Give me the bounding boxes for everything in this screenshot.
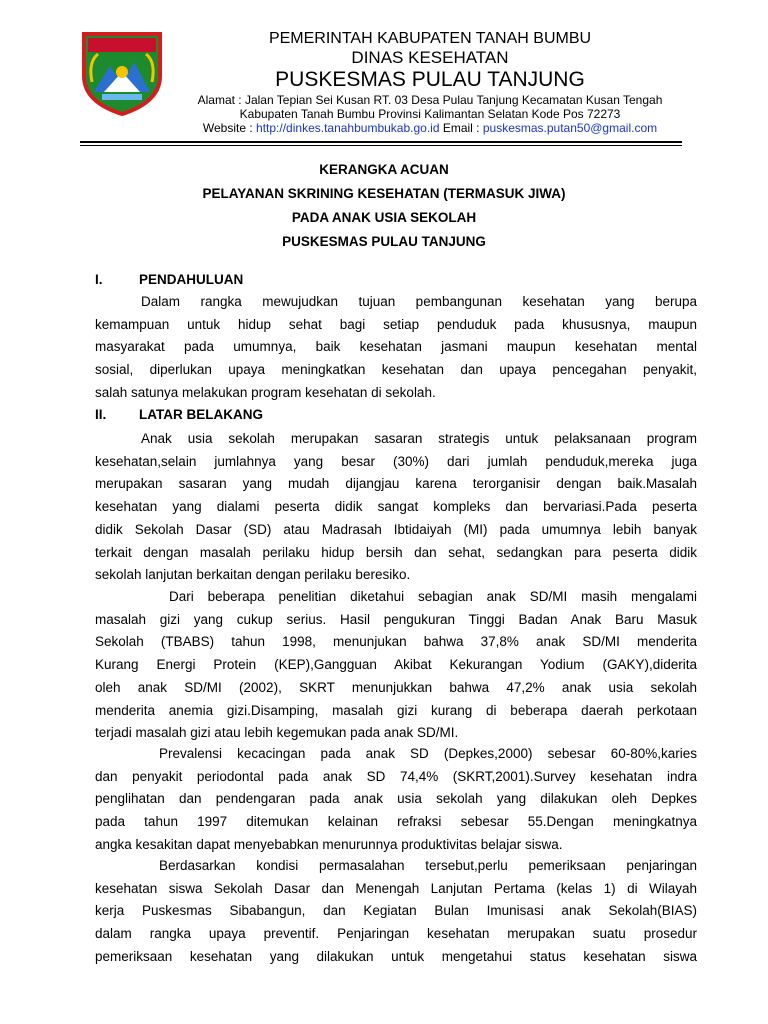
text-line: kesehatan,selain jumlahnya yang besar (30%) dari jumlah penduduk,mereka juga — [95, 453, 697, 469]
text-line: dalam rangka upaya preventif. Penjaringan kesehatan merupakan suatu prosedur — [95, 926, 697, 942]
tanah-bumbu-logo — [80, 32, 164, 116]
government-name: PEMERINTAH KABUPATEN TANAH BUMBU — [268, 30, 592, 47]
document-subtitle: PUSKESMAS PULAU TANJUNG — [282, 234, 486, 249]
email-link[interactable]: puskesmas.putan50@gmail.com — [482, 121, 658, 135]
section-heading-pendahuluan — [95, 272, 243, 287]
document-subtitle: PELAYANAN SKRINING KESEHATAN (TERMASUK JIWA) — [202, 186, 566, 201]
text-line: salah satunya melakukan program kesehatan di sekolah. — [95, 384, 436, 400]
text-line: oleh anak SD/MI (2002), SKRT menunjukkan bahwa 47,2% anak usia sekolah — [95, 679, 697, 695]
website-label: Website : — [202, 121, 257, 135]
text-line: sosial, diperlukan upaya meningkatkan kesehatan dan upaya pencegahan penyakit, — [95, 362, 697, 378]
paragraph-latar-belakang-1 — [95, 428, 697, 587]
text-line: kerja Puskesmas Sibabangun, dan Kegiatan Bulan Imunisasi anak Sekolah(BIAS) — [95, 903, 697, 919]
website-link[interactable]: http://dinkes.tanahbumbukab.go.id — [256, 121, 440, 135]
text-line: angka kesakitan dapat menyebabkan menurunnya produktivitas belajar siswa. — [95, 836, 563, 852]
text-line: Kurang Energi Protein (KEP),Gangguan Akibat Kekurangan Yodium (GAKY),diderita — [95, 657, 697, 673]
section-number: I. — [95, 272, 103, 287]
header-divider-thick — [80, 141, 682, 143]
document-titles — [0, 158, 768, 254]
text-line: masalah gizi yang cukup serius. Hasil pengukuran Tinggi Badan Anak Baru Masuk — [95, 611, 697, 627]
text-line: terjadi masalah gizi atau lebih kegemukan pada anak SD/MI. — [95, 725, 459, 741]
paragraph-pendahuluan — [95, 291, 697, 405]
text-line: menderita anemia gizi.Disamping, masalah gizi kurang di beberapa daerah perkotaan — [95, 702, 697, 718]
address-line-1: Alamat : Jalan Tepian Sei Kusan RT. 03 Desa Pulau Tanjung Kecamatan Kusan Tengah — [197, 93, 663, 107]
text-line: pada tahun 1997 ditemukan kelainan refraksi sebesar 55.Dengan meningkatnya — [95, 814, 697, 830]
text-line: masyarakat pada umumnya, baik kesehatan jasmani maupun kesehatan mental — [95, 339, 697, 355]
text-line: sekolah lanjutan berkaitan dengan perilaku beresiko. — [95, 567, 411, 583]
section-number: II. — [95, 407, 107, 422]
paragraph-latar-belakang-4 — [95, 855, 697, 969]
text-line: pemeriksaan kesehatan yang dilakukan untuk mengetahui status kesehatan siswa — [95, 948, 697, 964]
text-line: didik Sekolah Dasar (SD) atau Madrasah Ibtidaiyah (MI) pada umumnya lebih banyak — [95, 521, 697, 537]
institution-name: PUSKESMAS PULAU TANJUNG — [275, 68, 585, 91]
letterhead — [170, 30, 690, 135]
text-line: kesehatan siswa Sekolah Dasar dan Menengah Lanjutan Pertama (kelas 1) di Wilayah — [95, 880, 697, 896]
text-line: Dari beberapa penelitian diketahui sebagian anak SD/MI masih mengalami — [169, 589, 697, 604]
document-title: KERANGKA ACUAN — [319, 162, 449, 177]
agency-name: DINAS KESEHATAN — [351, 48, 509, 67]
paragraph-latar-belakang-2 — [95, 586, 697, 745]
text-line: Prevalensi kecacingan pada anak SD (Depkes,2000) sebesar 60-80%,karies — [159, 746, 697, 761]
text-line: kemampuan untuk hidup sehat bagi setiap penduduk pada khususnya, maupun — [95, 316, 697, 332]
section-title: PENDAHULUAN — [139, 272, 244, 287]
text-line: kesehatan yang dialami peserta didik sangat kompleks dan bervariasi.Pada peserta — [95, 499, 697, 515]
text-line: Berdasarkan kondisi permasalahan tersebut,perlu pemeriksaan penjaringan — [159, 858, 697, 873]
text-line: terkait dengan masalah perilaku hidup bersih dan sehat, sedangkan para peserta didik — [95, 544, 697, 560]
email-label: Email : — [439, 121, 483, 135]
contact-line — [170, 121, 690, 135]
text-line: penglihatan dan pendengaran pada anak usia sekolah yang dilakukan oleh Depkes — [95, 791, 697, 807]
text-line: Dalam rangka mewujudkan tujuan pembangunan kesehatan yang berupa — [141, 294, 697, 309]
document-subtitle: PADA ANAK USIA SEKOLAH — [291, 210, 477, 225]
paragraph-latar-belakang-3 — [95, 743, 697, 857]
section-heading-latar-belakang — [95, 407, 263, 422]
text-line: merupakan sasaran yang mudah dijangjau karena terorganisir dengan baik.Masalah — [95, 476, 697, 492]
text-line: Anak usia sekolah merupakan sasaran strategis untuk pelaksanaan program — [141, 431, 697, 446]
section-title: LATAR BELAKANG — [139, 407, 263, 422]
address-line-2: Kabupaten Tanah Bumbu Provinsi Kalimantan Selatan Kode Pos 72273 — [239, 107, 621, 121]
text-line: dan penyakit periodontal pada anak SD 74,4% (SKRT,2001).Survey kesehatan indra — [95, 768, 697, 784]
text-line: Sekolah (TBABS) tahun 1998, menunjukan bahwa 37,8% anak SD/MI menderita — [95, 634, 697, 650]
header-divider-thin — [80, 145, 682, 146]
